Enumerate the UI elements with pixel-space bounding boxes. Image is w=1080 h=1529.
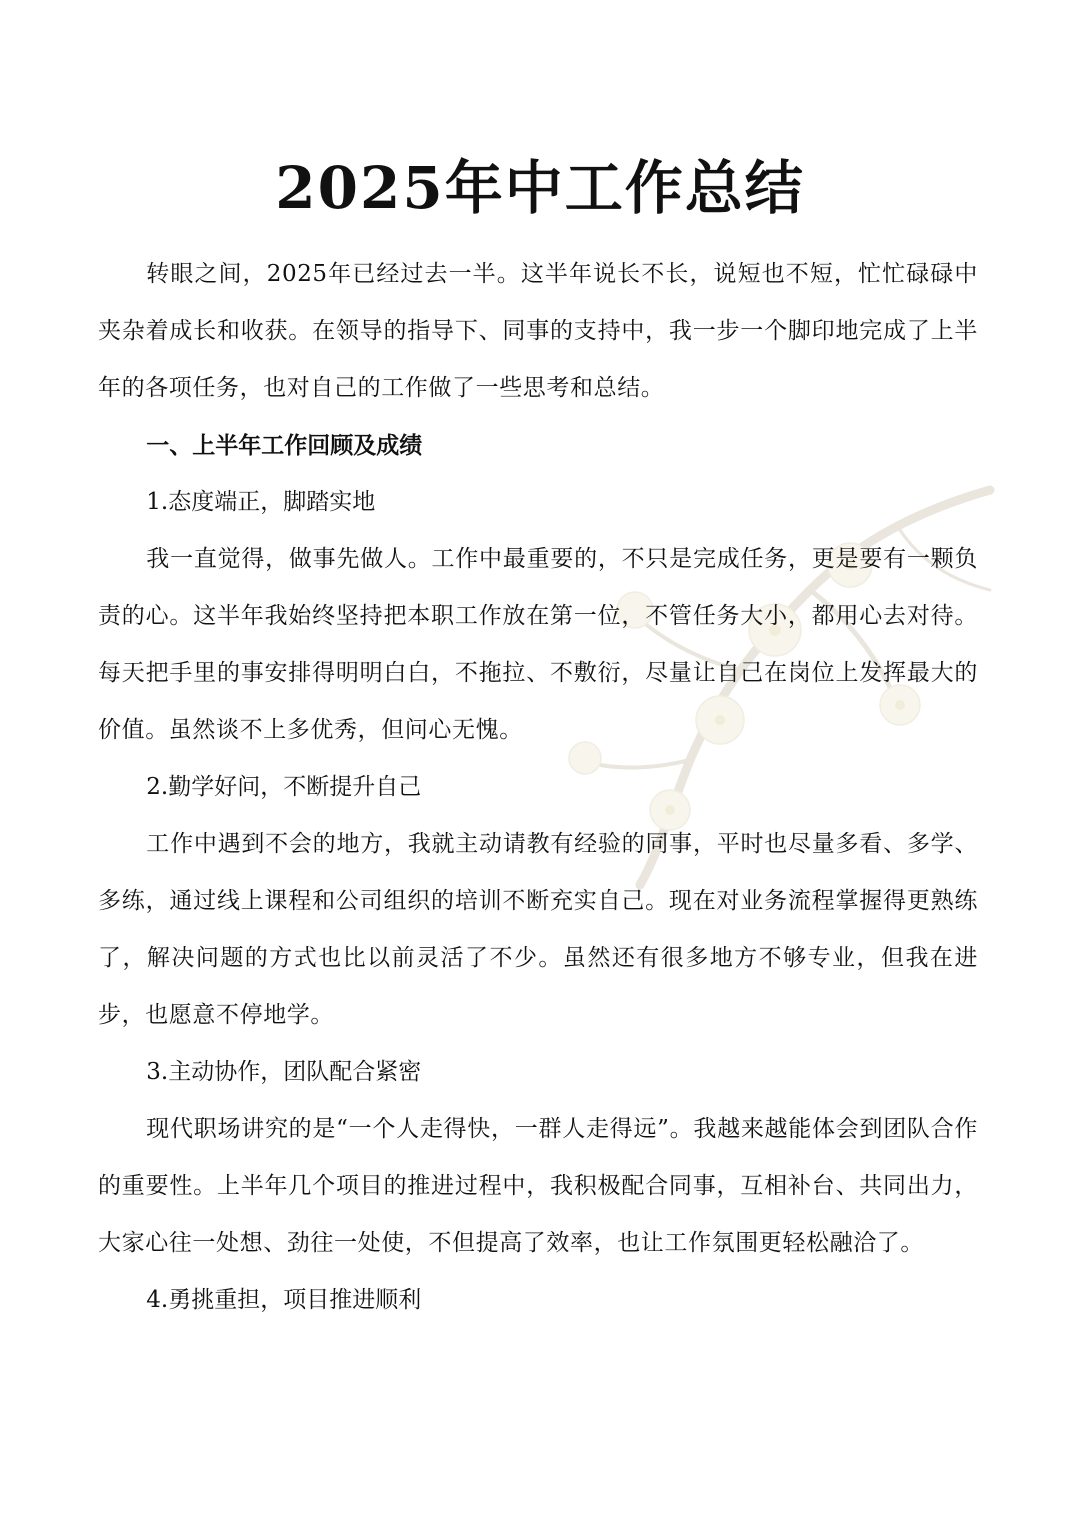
- intro-paragraph: 转眼之间，2025年已经过去一半。这半年说长不长，说短也不短，忙忙碌碌中夹杂着成长和收获。在领导的指导下、同事的支持中，我一步一个脚印地完成了上半年的各项任务，也对自己的工作做了一些思考和总结。: [98, 261, 978, 401]
- item-paragraph: 现代职场讲究的是“一个人走得快，一群人走得远”。我越来越能体会到团队合作的重要性。上半年几个项目的推进过程中，我积极配合同事，互相补台、共同出力，大家心往一处想、劲往一处使，不但提高了效率，也让工作氛围更轻松融洽了。: [98, 1116, 978, 1256]
- item-heading: 4.勇挑重担，项目推进顺利: [146, 1287, 422, 1313]
- item-paragraph: 工作中遇到不会的地方，我就主动请教有经验的同事，平时也尽量多看、多学、多练，通过线上课程和公司组织的培训不断充实自己。现在对业务流程掌握得更熟练了，解决问题的方式也比以前灵活了不少。虽然还有很多地方不够专业，但我在进步，也愿意不停地学。: [98, 831, 978, 1028]
- item-heading: 1.态度端正，脚踏实地: [146, 489, 376, 515]
- item-heading: 2.勤学好问，不断提升自己: [146, 774, 422, 800]
- section-heading: 一、上半年工作回顾及成绩: [146, 432, 423, 459]
- item-heading: 3.主动协作，团队配合紧密: [146, 1059, 422, 1085]
- item-paragraph: 我一直觉得，做事先做人。工作中最重要的，不只是完成任务，更是要有一颗负责的心。这半年我始终坚持把本职工作放在第一位，不管任务大小，都用心去对待。每天把手里的事安排得明明白白，不拖拉、不敷衍，尽量让自己在岗位上发挥最大的价值。虽然谈不上多优秀，但问心无愧。: [98, 546, 978, 743]
- document-body: [98, 246, 978, 1329]
- page-title: 2025年中工作总结: [275, 154, 805, 222]
